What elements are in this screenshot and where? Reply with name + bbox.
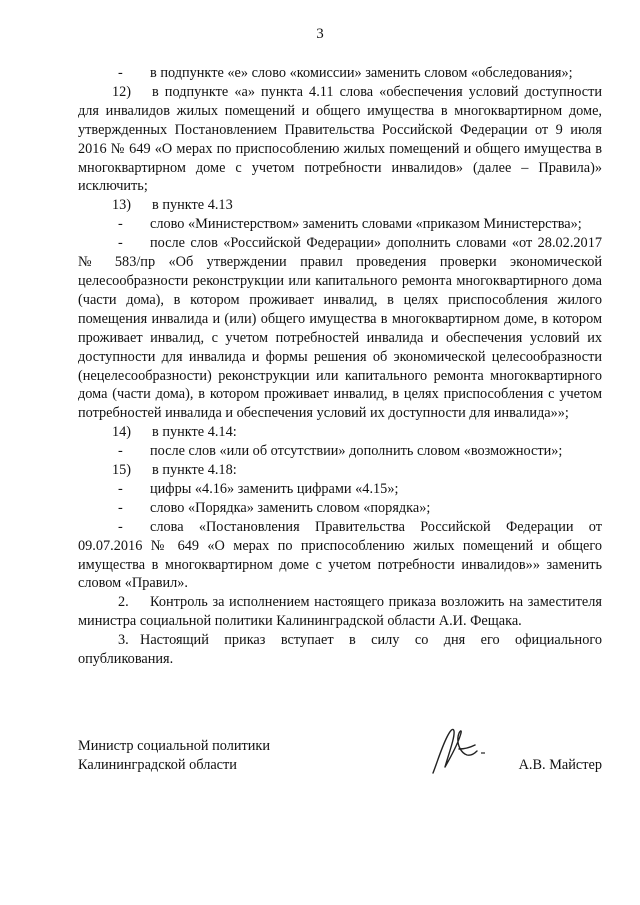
position-line: Министр социальной политики xyxy=(78,738,270,754)
paragraph xyxy=(78,234,602,423)
item-number: 2. xyxy=(118,594,129,611)
bullet-dash: - xyxy=(118,443,123,460)
page-number: 3 xyxy=(316,26,324,42)
paragraph-text: в пункте 4.13 xyxy=(152,197,233,214)
paragraph xyxy=(78,215,602,234)
paragraph-text: после слов «Российской Федерации» дополнить словами «от 28.02.2017 № 583/пр «Об утверждении правил проведения проверки экономической целесообразности реконструкции или капитального ремонта многоквартирного дома (части дома), в котором проживает инвалид, в целях приспособления жилого помещения инвалида и (или) общего имущества в многоквартирном доме, в котором проживает инвалид, с учетом потребностей инвалида и обеспечения условий их доступности для инвалида и формы решения об экономической целесообразности (нецелесообразности) реконструкции или капитального ремонта многоквартирного дома (части дома), в котором проживает инвалид, в целях приспособления с учетом потребностей инвалида и обеспечения условий их доступности для инвалида»»; xyxy=(78,235,602,422)
paragraph-text: слово «Министерством» заменить словами «приказом Министерства»; xyxy=(150,216,582,233)
paragraph xyxy=(78,631,602,669)
handwritten-signature xyxy=(423,723,493,779)
item-number: 3. xyxy=(118,632,129,649)
paragraph-text: слова «Постановления Правительства Российской Федерации от 09.07.2016 № 649 «О мерах по приспособлению жилых помещений и общего имущества в многоквартирном доме с учетом потребности инвалидов»» заменить словом «Правил». xyxy=(78,518,602,592)
item-number: 12) xyxy=(112,83,132,100)
paragraph xyxy=(78,480,602,499)
bullet-dash: - xyxy=(118,65,123,81)
paragraph xyxy=(78,593,602,631)
signatory-name: А.В. Майстер xyxy=(518,757,602,773)
paragraph xyxy=(78,64,602,83)
paragraph-text: Настоящий приказ вступает в силу со дня его официального опубликования. xyxy=(78,632,602,668)
signatory-position xyxy=(78,737,270,775)
paragraph-text: после слов «или об отсутствии» дополнить словом «возможности»; xyxy=(150,443,563,460)
document-body xyxy=(78,64,602,669)
paragraph xyxy=(78,461,602,480)
bullet-dash: - xyxy=(118,480,123,497)
paragraph xyxy=(78,499,602,518)
paragraph-text: Контроль за исполнением настоящего приказа возложить на заместителя министра социальной политики Калининградской области А.И. Фещака. xyxy=(78,594,602,630)
item-number: 15) xyxy=(112,462,132,479)
paragraph xyxy=(78,196,602,215)
paragraph xyxy=(78,442,602,461)
bullet-dash: - xyxy=(118,216,123,233)
paragraph xyxy=(78,83,602,196)
paragraph-text: цифры «4.16» заменить цифрами «4.15»; xyxy=(150,480,399,497)
position-line: Калининградской области xyxy=(78,756,237,773)
paragraph xyxy=(78,423,602,442)
item-number: 13) xyxy=(112,197,132,214)
paragraph-text: слово «Порядка» заменить словом «порядка»; xyxy=(150,499,431,516)
paragraph-text: в пункте 4.14: xyxy=(152,424,237,441)
bullet-dash: - xyxy=(118,499,123,516)
paragraph xyxy=(78,518,602,594)
paragraph-text: в подпункте «а» пункта 4.11 слова «обеспечения условий доступности для инвалидов жилых помещений и общего имущества в многоквартирном доме, утвержденных Постановлением Правительства Российской Федерации от 9 июля 2016 № 649 «О мерах по приспособлению жилых помещений и общего имущества в многоквартирном доме с учетом потребности инвалидов» (далее – Правила)» исключить; xyxy=(78,83,602,195)
item-number: 14) xyxy=(112,424,132,441)
bullet-dash: - xyxy=(118,235,123,252)
bullet-dash: - xyxy=(118,518,123,535)
paragraph-text: в пункте 4.18: xyxy=(152,462,237,479)
paragraph-text: в подпункте «е» слово «комиссии» заменить словом «обследования»; xyxy=(150,65,573,81)
